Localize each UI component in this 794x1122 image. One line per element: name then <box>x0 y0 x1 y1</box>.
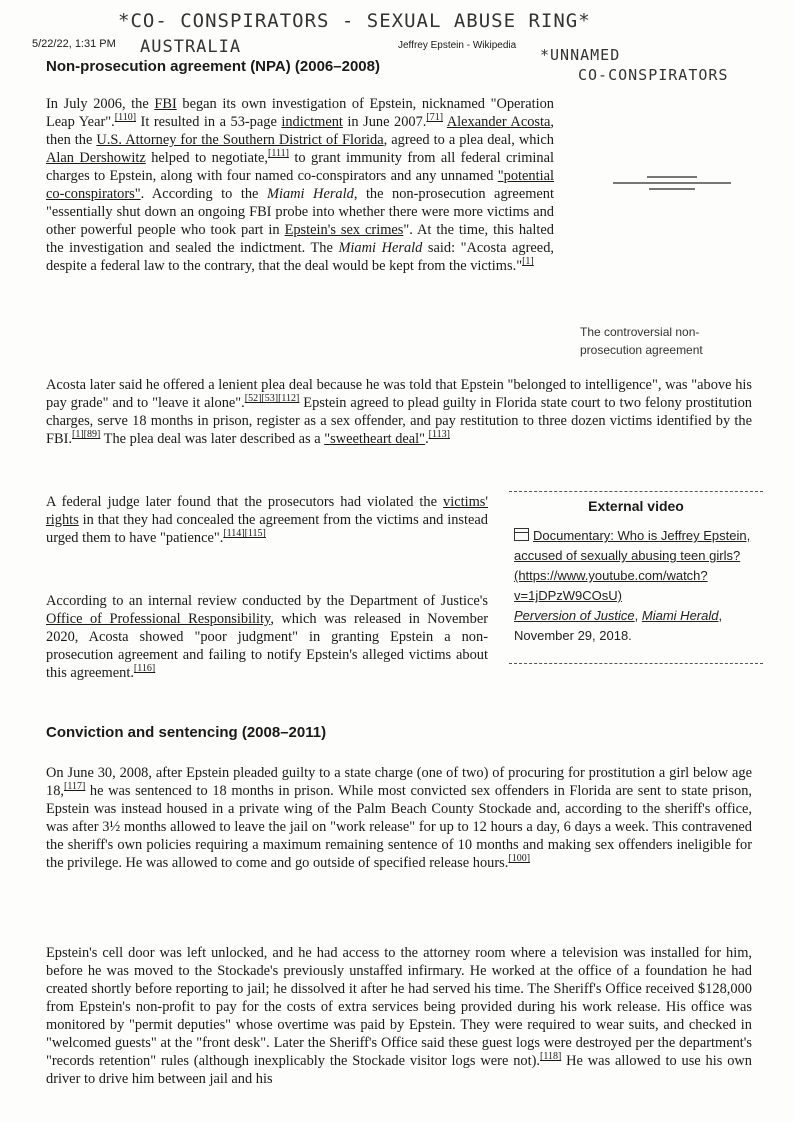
link-indictment[interactable]: indictment <box>281 114 343 130</box>
link-sweetheart-deal[interactable]: "sweetheart deal" <box>324 431 426 447</box>
ref-117[interactable]: [117] <box>64 781 86 793</box>
print-date: 5/22/22, 1:31 PM <box>32 38 116 50</box>
ref-111[interactable]: [111] <box>268 148 289 160</box>
ref-118[interactable]: [118] <box>539 1051 562 1063</box>
ref-110[interactable]: [110] <box>114 112 137 124</box>
paragraph-jail-conditions: Epstein's cell door was left unlocked, and he had access to the attorney room where a television was installed for him, before he was moved to the Stockade's previously unstaffed infirmary. He worked at the office of a foundation he had created shortly before reporting to jail; he dissolved it after he had served his time. The Sheriff's Office received $128,000 from Epstein's non-profit to pay for the costs of extra services being provided during his work release. His office was monitored by "permit deputies" whose overtime was paid by Epstein. They were required to wear suits, and checked in "welcomed guests" at the "front desk". Later the Sheriff's Office said these guest logs were destroyed per the department's "records retention" rules (although inexplicably the Stockade visitor logs were not).[118] He was allowed to use his own driver to drive him between jail and his <box>46 945 752 1087</box>
link-victims-rights[interactable]: victims' rights <box>46 494 488 528</box>
paragraph-sentencing: On June 30, 2008, after Epstein pleaded guilty to a state charge (one of two) of procuring for prostitution a girl below age 18,[117] he was sentenced to 18 months in prison. While most convicted sex offenders in Florida are sent to state prison, Epstein was instead housed in a private wing of the Palm Beach County Stockade and, according to the sheriff's office, was after 3½ months allowed to leave the jail on "work release" for up to 12 hours a day, 6 days a week. This contravened the sheriff's own policies requiring a maximum remaining sentence of 10 months and making sex offenders ineligible for the privilege. He was allowed to come and go outside of specified release hours.[100] <box>46 765 752 871</box>
external-video-title: External video <box>588 498 684 514</box>
ref-113[interactable]: [113] <box>428 429 450 441</box>
link-documentary-video[interactable]: Documentary: Who is Jeffrey Epstein, accused of sexually abusing teen girls? (https://www.youtube.com/watch?v=1jDPzW9COsU) <box>514 528 751 603</box>
video-icon <box>514 528 529 541</box>
external-video-body: Documentary: Who is Jeffrey Epstein, accused of sexually abusing teen girls? (https://www.youtube.com/watch?v=1jDPzW9COsU) Perversion of Justice, Miami Herald, November 29, 2018. <box>514 528 751 643</box>
section-heading-conviction: Conviction and sentencing (2008–2011) <box>46 724 327 741</box>
handwritten-note-conspirators: *CO- CONSPIRATORS - SEXUAL ABUSE RING* <box>118 10 591 32</box>
link-fbi[interactable]: FBI <box>154 96 177 112</box>
miami-herald-italic: Miami Herald <box>338 240 423 256</box>
section-heading-npa: Non-prosecution agreement (NPA) (2006–2008) <box>46 58 380 75</box>
paragraph-plea-deal: Acosta later said he offered a lenient plea deal because he was told that Epstein "belonged to intelligence", was "above his pay grade" and to "leave it alone".[52][53][112] Epstein agreed to plead guilty in Florida state court to two felony prostitution charges, serve 18 months in prison, register as a sex offender, and pay restitution to three dozen victims identified by the FBI.[1][89] The plea deal was later described as a "sweetheart deal".[113] <box>46 377 752 447</box>
npa-document-thumbnail[interactable] <box>612 172 732 202</box>
print-page-title: Jeffrey Epstein - Wikipedia <box>398 40 517 51</box>
ref-71[interactable]: [71] <box>426 112 444 124</box>
ref-52-53-112[interactable]: [52][53][112] <box>244 393 300 405</box>
paragraph-opr-review: According to an internal review conducted by the Department of Justice's Office of Professional Responsibility, which was released in November 2020, Acosta showed "poor judgment" in granting Epstein a non-prosecution agreement and failing to notify Epstein's alleged victims about this agreement.[116] <box>46 593 489 681</box>
image-caption-npa: The controversial non-prosecution agreement <box>580 325 703 357</box>
link-us-attorney[interactable]: U.S. Attorney for the Southern District of Florida <box>96 132 384 148</box>
link-epstein-sex-crimes[interactable]: Epstein's sex crimes <box>284 222 404 238</box>
link-potential-co-conspirators[interactable]: "potential co-conspirators" <box>46 168 554 202</box>
ref-100[interactable]: [100] <box>508 853 531 865</box>
handwritten-note-co-conspirators: CO-CONSPIRATORS <box>578 66 729 84</box>
paragraph-victims-rights: A federal judge later found that the prosecutors had violated the victims' rights in that they had concealed the agreement from the victims and instead urged them to have "patience".[114][115] <box>46 494 488 546</box>
link-miami-herald[interactable]: Miami Herald <box>266 186 354 202</box>
ref-1-89[interactable]: [1][89] <box>72 429 101 441</box>
link-alexander-acosta[interactable]: Alexander Acosta <box>446 114 551 130</box>
handwritten-note-australia: AUSTRALIA <box>140 37 242 57</box>
ref-116[interactable]: [116] <box>133 663 156 675</box>
link-office-professional-responsibility[interactable]: Office of Professional Responsibility <box>46 611 271 627</box>
paragraph-npa-intro: In July 2006, the FBI began its own investigation of Epstein, nicknamed "Operation Leap Year".[110] It resulted in a 53-page indictment in June 2007.[71] Alexander Acosta, then the U.S. Attorney for the Southern District of Florida, agreed to a plea deal, which Alan Dershowitz helped to negotiate,[111] to grant immunity from all federal criminal charges to Epstein, along with four named co-conspirators and any unnamed "potential co-conspirators". According to the Miami Herald, the non-prosecution agreement "essentially shut down an ongoing FBI probe into whether there were more victims and other powerful people who took part in Epstein's sex crimes". At the time, this halted the investigation and sealed the indictment. The Miami Herald said: "Acosta agreed, despite a federal law to the contrary, that the deal would be kept from the victims."[1] <box>46 96 554 274</box>
ref-114-115[interactable]: [114][115] <box>223 528 266 540</box>
link-perversion-of-justice[interactable]: Perversion of Justice <box>514 608 635 623</box>
link-alan-dershowitz[interactable]: Alan Dershowitz <box>46 150 146 166</box>
handwritten-note-unnamed: *UNNAMED <box>540 46 621 64</box>
link-miami-herald-video[interactable]: Miami Herald <box>641 608 719 623</box>
ref-1[interactable]: [1] <box>522 256 534 268</box>
